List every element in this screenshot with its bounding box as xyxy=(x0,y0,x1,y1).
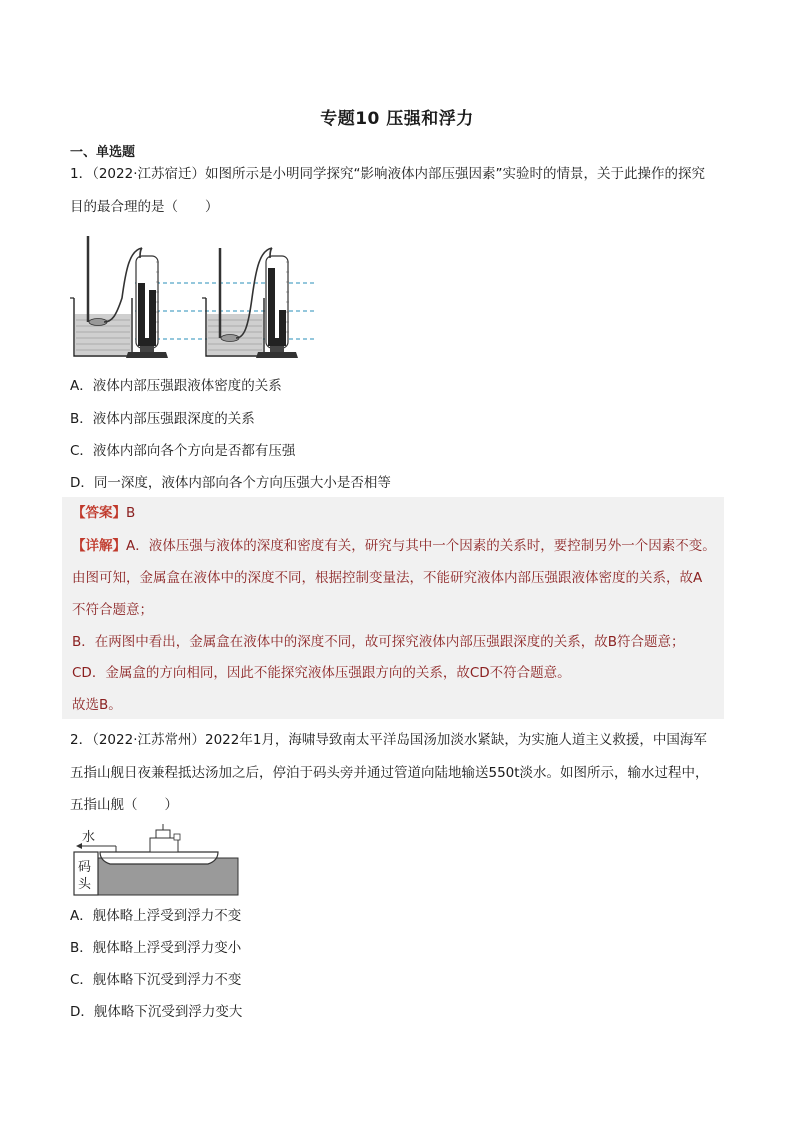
q1-detail-line-6: 故选B。 xyxy=(72,697,122,713)
q2-option-a: A．舰体略上浮受到浮力不变 xyxy=(70,908,242,924)
q1-detail-line-3: 不符合题意； xyxy=(72,602,153,618)
q2-option-c: C．舰体略下沉受到浮力不变 xyxy=(70,972,242,988)
answer-value: B xyxy=(126,505,136,521)
q2-figure-ship-at-dock xyxy=(70,822,250,897)
q1-option-b: B．液体内部压强跟深度的关系 xyxy=(70,411,255,427)
q1-detail-line-1: 【详解】A．液体压强与液体的深度和密度有关，研究与其中一个因素的关系时，要控制另外一个因素不变。 xyxy=(72,538,716,554)
q1-detail-line-4: B．在两图中看出，金属盒在液体中的深度不同，故可探究液体内部压强跟深度的关系，故B符合题意； xyxy=(72,634,685,650)
label-dock-2: 头 xyxy=(78,877,92,892)
section-heading: 一、单选题 xyxy=(70,145,136,160)
q1-detail-line-5: CD．金属盒的方向相同，因此不能探究液体压强跟方向的关系，故CD不符合题意。 xyxy=(72,665,571,681)
q2-stem-line-2: 五指山舰日夜兼程抵达汤加之后，停泊于码头旁并通过管道向陆地输送550t淡水。如图所示，输水过程中， xyxy=(70,765,709,781)
left-beaker xyxy=(70,236,142,356)
q1-option-a: A．液体内部压强跟液体密度的关系 xyxy=(70,378,282,394)
q1-option-c: C．液体内部向各个方向是否都有压强 xyxy=(70,443,296,459)
q1-figure-pressure-gauges xyxy=(60,228,380,363)
right-beaker xyxy=(202,248,272,356)
q1-stem-line-2: 目的最合理的是（ ） xyxy=(70,199,219,215)
answer-tag: 【答案】 xyxy=(72,505,126,521)
q1-detail-line-2: 由图可知，金属盒在液体中的深度不同，根据控制变量法，不能研究液体内部压强跟液体密度的关系，故A xyxy=(72,570,703,586)
q2-stem-line-1: 2．（2022·江苏常州）2022年1月，海啸导致南太平洋岛国汤加淡水紧缺，为实施人道主义救援，中国海军 xyxy=(70,732,707,748)
q2-stem-line-3: 五指山舰（ ） xyxy=(70,797,178,813)
detail-tag: 【详解】 xyxy=(72,538,126,554)
page-title: 专题10 压强和浮力 xyxy=(320,109,474,129)
label-dock-1: 码 xyxy=(78,860,92,875)
label-water: 水 xyxy=(82,830,96,845)
q2-option-b: B．舰体略上浮受到浮力变小 xyxy=(70,940,242,956)
q1-stem-line-1: 1．（2022·江苏宿迁）如图所示是小明同学探究“影响液体内部压强因素”实验时的情景，关于此操作的探究 xyxy=(70,166,705,182)
q2-option-d: D．舰体略下沉受到浮力变大 xyxy=(70,1004,243,1020)
q1-answer xyxy=(72,503,722,523)
q1-option-d: D．同一深度，液体内部向各个方向压强大小是否相等 xyxy=(70,475,391,491)
